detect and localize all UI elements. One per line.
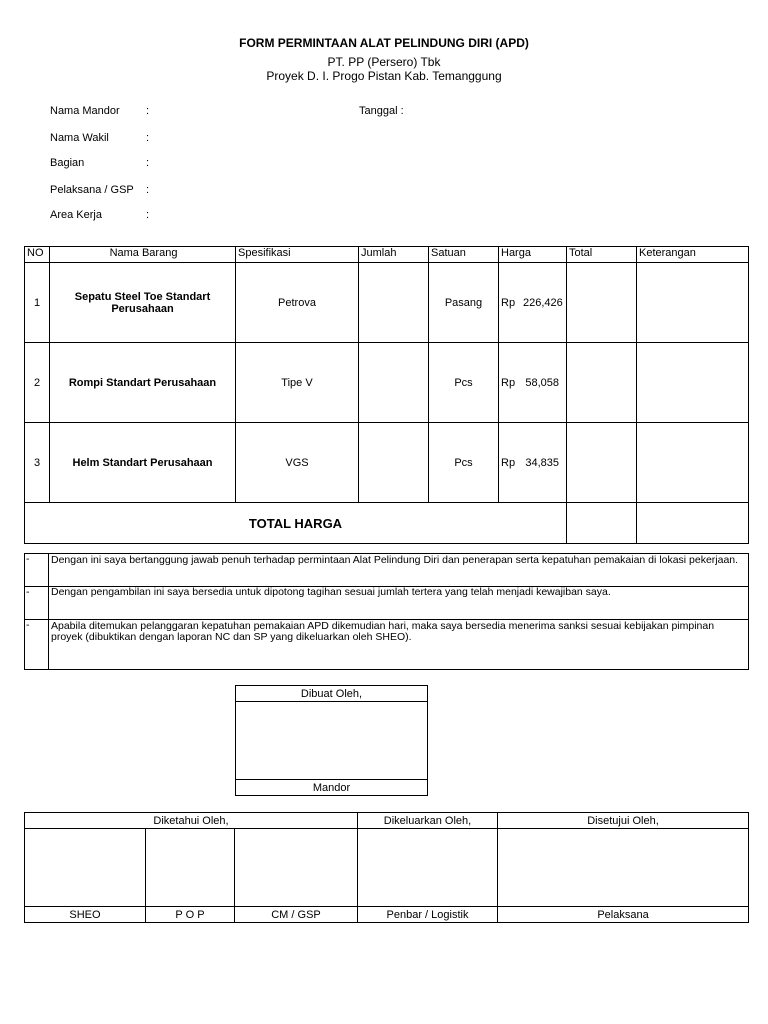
- statement-dash: -: [25, 587, 49, 620]
- statement-row: [25, 554, 749, 587]
- header-keterangan: Keterangan: [637, 247, 749, 263]
- currency-label: Rp: [501, 456, 516, 469]
- company-name: PT. PP (Persero) Tbk: [327, 55, 441, 69]
- approval-role-row: [25, 907, 749, 923]
- row-note[interactable]: [637, 343, 749, 423]
- role-pelaksana: Pelaksana: [498, 907, 749, 923]
- row-item-name: Helm Standart Perusahaan: [50, 423, 236, 503]
- role-cm-gsp: CM / GSP: [235, 907, 358, 923]
- header-nama-barang: Nama Barang: [50, 247, 236, 263]
- row-qty[interactable]: [359, 263, 429, 343]
- row-no: 1: [25, 263, 50, 343]
- signature-area-pelaksana[interactable]: [498, 829, 749, 907]
- header-total: Total: [567, 247, 637, 263]
- dikeluarkan-oleh-label: Dikeluarkan Oleh,: [358, 813, 498, 829]
- diketahui-oleh-label: Diketahui Oleh,: [25, 813, 358, 829]
- disetujui-oleh-label: Disetujui Oleh,: [498, 813, 749, 829]
- statements-table: [24, 553, 749, 670]
- field-label-bagian: Bagian: [50, 157, 85, 169]
- statement-text: Dengan pengambilan ini saya bersedia untuk dipotong tagihan sesuai jumlah tertera yang telah menjadi kewajiban saya.: [49, 587, 749, 620]
- field-label-nama-wakil: Nama Wakil: [50, 132, 109, 144]
- row-note[interactable]: [637, 423, 749, 503]
- row-unit: Pcs: [429, 343, 499, 423]
- row-spec: VGS: [236, 423, 359, 503]
- row-item-name: Sepatu Steel Toe Standart Perusahaan: [50, 263, 236, 343]
- row-no: 2: [25, 343, 50, 423]
- statement-row: [25, 620, 749, 670]
- row-price: [499, 263, 567, 343]
- date-label: Tanggal :: [359, 105, 404, 117]
- row-unit: Pasang: [429, 263, 499, 343]
- price-value: 34,835: [525, 456, 559, 469]
- header-harga: Harga: [499, 247, 567, 263]
- total-harga-value[interactable]: [567, 503, 637, 544]
- total-harga-empty: [637, 503, 749, 544]
- statement-text: Dengan ini saya bertanggung jawab penuh terhadap permintaan Alat Pelindung Diri dan penerapan serta kepatuhan pemakaian di lokasi pekerjaan.: [49, 554, 749, 587]
- field-colon: :: [146, 157, 150, 169]
- table-row: [25, 263, 749, 343]
- header-spesifikasi: Spesifikasi: [236, 247, 359, 263]
- signature-area-penbar[interactable]: [358, 829, 498, 907]
- row-qty[interactable]: [359, 423, 429, 503]
- dibuat-oleh-box: [235, 685, 428, 796]
- price-value: 58,058: [525, 376, 559, 389]
- field-colon: :: [146, 209, 150, 221]
- row-unit: Pcs: [429, 423, 499, 503]
- header-jumlah: Jumlah: [359, 247, 429, 263]
- statement-row: [25, 587, 749, 620]
- field-colon: :: [146, 105, 150, 117]
- approval-table: [24, 812, 749, 923]
- row-qty[interactable]: [359, 343, 429, 423]
- row-price: [499, 423, 567, 503]
- row-spec: Tipe V: [236, 343, 359, 423]
- row-note[interactable]: [637, 263, 749, 343]
- statement-dash: -: [25, 554, 49, 587]
- row-total[interactable]: [567, 423, 637, 503]
- field-label-pelaksana: Pelaksana / GSP: [50, 184, 134, 196]
- row-item-name: Rompi Standart Perusahaan: [50, 343, 236, 423]
- approval-header-row: [25, 813, 749, 829]
- table-header-row: [25, 247, 749, 263]
- table-row: [25, 423, 749, 503]
- approval-signature-row: [25, 829, 749, 907]
- signature-area-sheo[interactable]: [25, 829, 146, 907]
- currency-label: Rp: [501, 296, 516, 309]
- role-penbar-logistik: Penbar / Logistik: [358, 907, 498, 923]
- row-price: [499, 343, 567, 423]
- row-spec: Petrova: [236, 263, 359, 343]
- total-harga-label: TOTAL HARGA: [25, 503, 567, 544]
- field-label-area-kerja: Area Kerja: [50, 209, 102, 221]
- form-title: FORM PERMINTAAN ALAT PELINDUNG DIRI (APD): [239, 36, 529, 50]
- dibuat-oleh-title: Dibuat Oleh,: [236, 686, 428, 702]
- project-name: Proyek D. I. Progo Pistan Kab. Temanggung: [266, 69, 502, 83]
- row-total[interactable]: [567, 263, 637, 343]
- signature-area-cm-gsp[interactable]: [235, 829, 358, 907]
- row-total[interactable]: [567, 343, 637, 423]
- currency-label: Rp: [501, 376, 516, 389]
- signature-area-pop[interactable]: [146, 829, 235, 907]
- field-label-nama-mandor: Nama Mandor: [50, 105, 120, 117]
- header-satuan: Satuan: [429, 247, 499, 263]
- role-pop: P O P: [146, 907, 235, 923]
- field-colon: :: [146, 132, 150, 144]
- header-no: NO: [25, 247, 50, 263]
- row-no: 3: [25, 423, 50, 503]
- statement-text: Apabila ditemukan pelanggaran kepatuhan pemakaian APD dikemudian hari, maka saya bersedia menerima sanksi sesuai kebijakan pimpinan proyek (dibuktikan dengan laporan NC dan SP yang dikeluarkan oleh SHEO).: [49, 620, 749, 670]
- price-value: 226,426: [523, 296, 563, 309]
- table-row: [25, 343, 749, 423]
- statement-dash: -: [25, 620, 49, 670]
- total-row: [25, 503, 749, 544]
- dibuat-oleh-role: Mandor: [236, 780, 428, 796]
- role-sheo: SHEO: [25, 907, 146, 923]
- dibuat-oleh-signature-area[interactable]: [236, 702, 428, 780]
- items-table: [24, 246, 749, 544]
- field-colon: :: [146, 184, 150, 196]
